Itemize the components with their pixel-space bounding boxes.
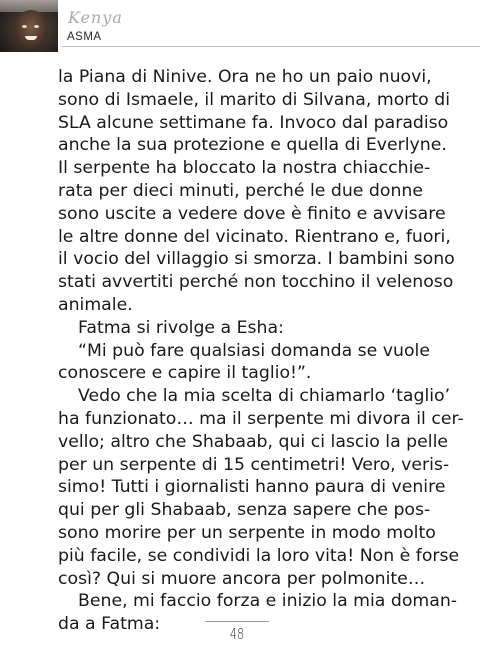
chapter-name: ASMA bbox=[67, 31, 102, 43]
text-line: rata per dieci minuti, perché le due donne bbox=[58, 180, 424, 201]
body-text bbox=[58, 66, 464, 636]
text-line: per un serpente di 15 centimetri! Vero, veris- bbox=[58, 454, 450, 475]
text-line: stati avvertiti perché non tocchino il velenoso bbox=[58, 272, 454, 293]
running-header bbox=[0, 0, 480, 56]
text-line: le altre donne del vicinato. Rientrano e, fuori, bbox=[58, 226, 451, 247]
text-line: vello; altro che Shabaab, qui ci lascio la pelle bbox=[58, 431, 449, 452]
text-line: la Piana di Ninive. Ora ne ho un paio nuovi, bbox=[58, 67, 432, 87]
text-line: “Mi può fare qualsiasi domanda se vuole bbox=[78, 340, 430, 361]
text-line: il vocio del villaggio si smorza. I bambini sono bbox=[58, 249, 455, 270]
chapter-country: Kenya bbox=[68, 8, 123, 27]
text-line: qui per gli Shabaab, senza sapere che pos- bbox=[58, 500, 431, 521]
text-line: Bene, mi faccio forza e inizio la mia doman- bbox=[78, 591, 458, 612]
page-number-rule bbox=[205, 621, 269, 622]
text-line: Il serpente ha bloccato la nostra chiacchie- bbox=[58, 158, 431, 179]
text-line: da a Fatma: bbox=[58, 614, 161, 635]
text-line: SLA alcune settimane fa. Invoco dal paradiso bbox=[58, 112, 449, 133]
text-line: più facile, se condividi la loro vita! Non è forse bbox=[58, 545, 460, 566]
text-line: conoscere e capire il taglio!”. bbox=[58, 363, 312, 384]
text-line: Fatma si rivolge a Esha: bbox=[78, 317, 284, 338]
header-rule bbox=[62, 46, 480, 47]
page-number: 48 bbox=[229, 625, 245, 643]
text-line: simo! Tutti i giornalisti hanno paura di venire bbox=[58, 477, 446, 498]
text-line: anche la sua protezione e quella di Everlyne. bbox=[58, 135, 447, 156]
author-portrait-thumbnail bbox=[0, 0, 58, 52]
text-line: sono uscite a vedere dove è finito e avvisare bbox=[58, 203, 446, 224]
text-line: sono morire per un serpente in modo molto bbox=[58, 522, 436, 543]
text-line: così? Qui si muore ancora per polmonite… bbox=[58, 568, 426, 589]
text-line: animale. bbox=[58, 294, 133, 315]
text-line: ha funzionato… ma il serpente mi divora il cer- bbox=[58, 408, 464, 429]
text-line: Vedo che la mia scelta di chiamarlo ‘taglio’ bbox=[78, 386, 451, 407]
text-line: sono di Ismaele, il marito di Silvana, morto di bbox=[58, 89, 451, 110]
